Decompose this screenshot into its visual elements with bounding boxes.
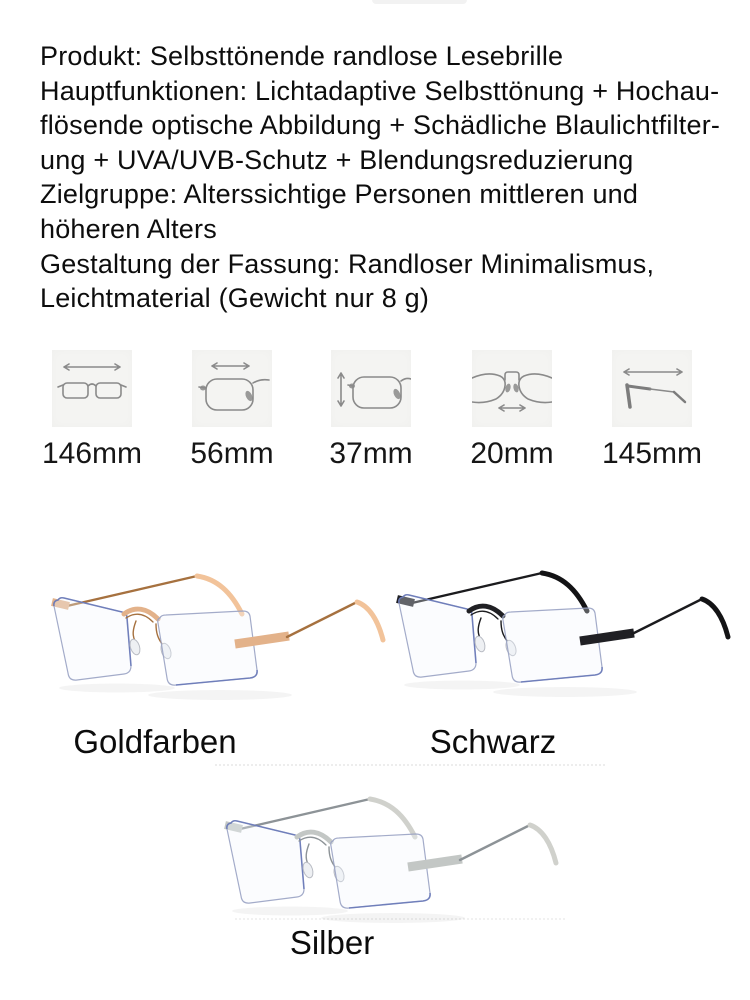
frame-width-icon (52, 350, 132, 427)
lens-width-icon (192, 350, 272, 427)
temple-length-icon (612, 350, 692, 427)
description-line: Produkt: Selbsttönende randlose Lesebrille (40, 41, 564, 71)
variant-schwarz (370, 542, 745, 760)
measurement-value: 56mm (190, 437, 274, 470)
measurement-value: 37mm (329, 437, 413, 470)
cropped-photo-edge (372, 0, 467, 4)
description-line: höheren Alters (40, 213, 217, 244)
description-line: Leichtmaterial (Gewicht nur 8 g) (40, 283, 430, 314)
measurement-value: 20mm (470, 437, 554, 470)
description-line: Hauptfunktionen: Lichtadaptive Selbsttönung + Hochau- (40, 75, 720, 106)
variant-label: Silber (289, 924, 375, 961)
description-line: Gestaltung der Fassung: Randloser Minimalismus, (40, 248, 655, 279)
variant-label: Schwarz (429, 723, 557, 760)
rimless-glasses-photo (25, 545, 400, 705)
measurement-value: 146mm (41, 437, 143, 470)
bridge-width-icon (472, 350, 552, 427)
description-line: ung + UVA/UVB-Schutz + Blendungsreduzierung (40, 144, 634, 175)
photo-seam (235, 918, 565, 920)
rimless-glasses-photo (370, 542, 745, 702)
measurement-lens-height (329, 350, 413, 470)
lens-height-icon (331, 350, 411, 427)
variant-goldfarben (25, 545, 400, 760)
variant-label: Goldfarben (73, 723, 237, 760)
variant-silber (198, 768, 573, 961)
description-line: Zielgruppe: Alterssichtige Personen mittleren und (40, 179, 639, 210)
photo-seam (215, 764, 605, 766)
product-description (40, 39, 720, 316)
description-line: flösende optische Abbildung + Schädliche Blaulichtfilter- (40, 110, 721, 141)
measurement-lens-width (190, 350, 274, 470)
measurement-temple-length (601, 350, 703, 470)
measurement-value: 145mm (601, 437, 703, 470)
measurement-frame-width (41, 350, 143, 470)
measurement-bridge-width (470, 350, 554, 470)
rimless-glasses-photo (198, 768, 573, 928)
